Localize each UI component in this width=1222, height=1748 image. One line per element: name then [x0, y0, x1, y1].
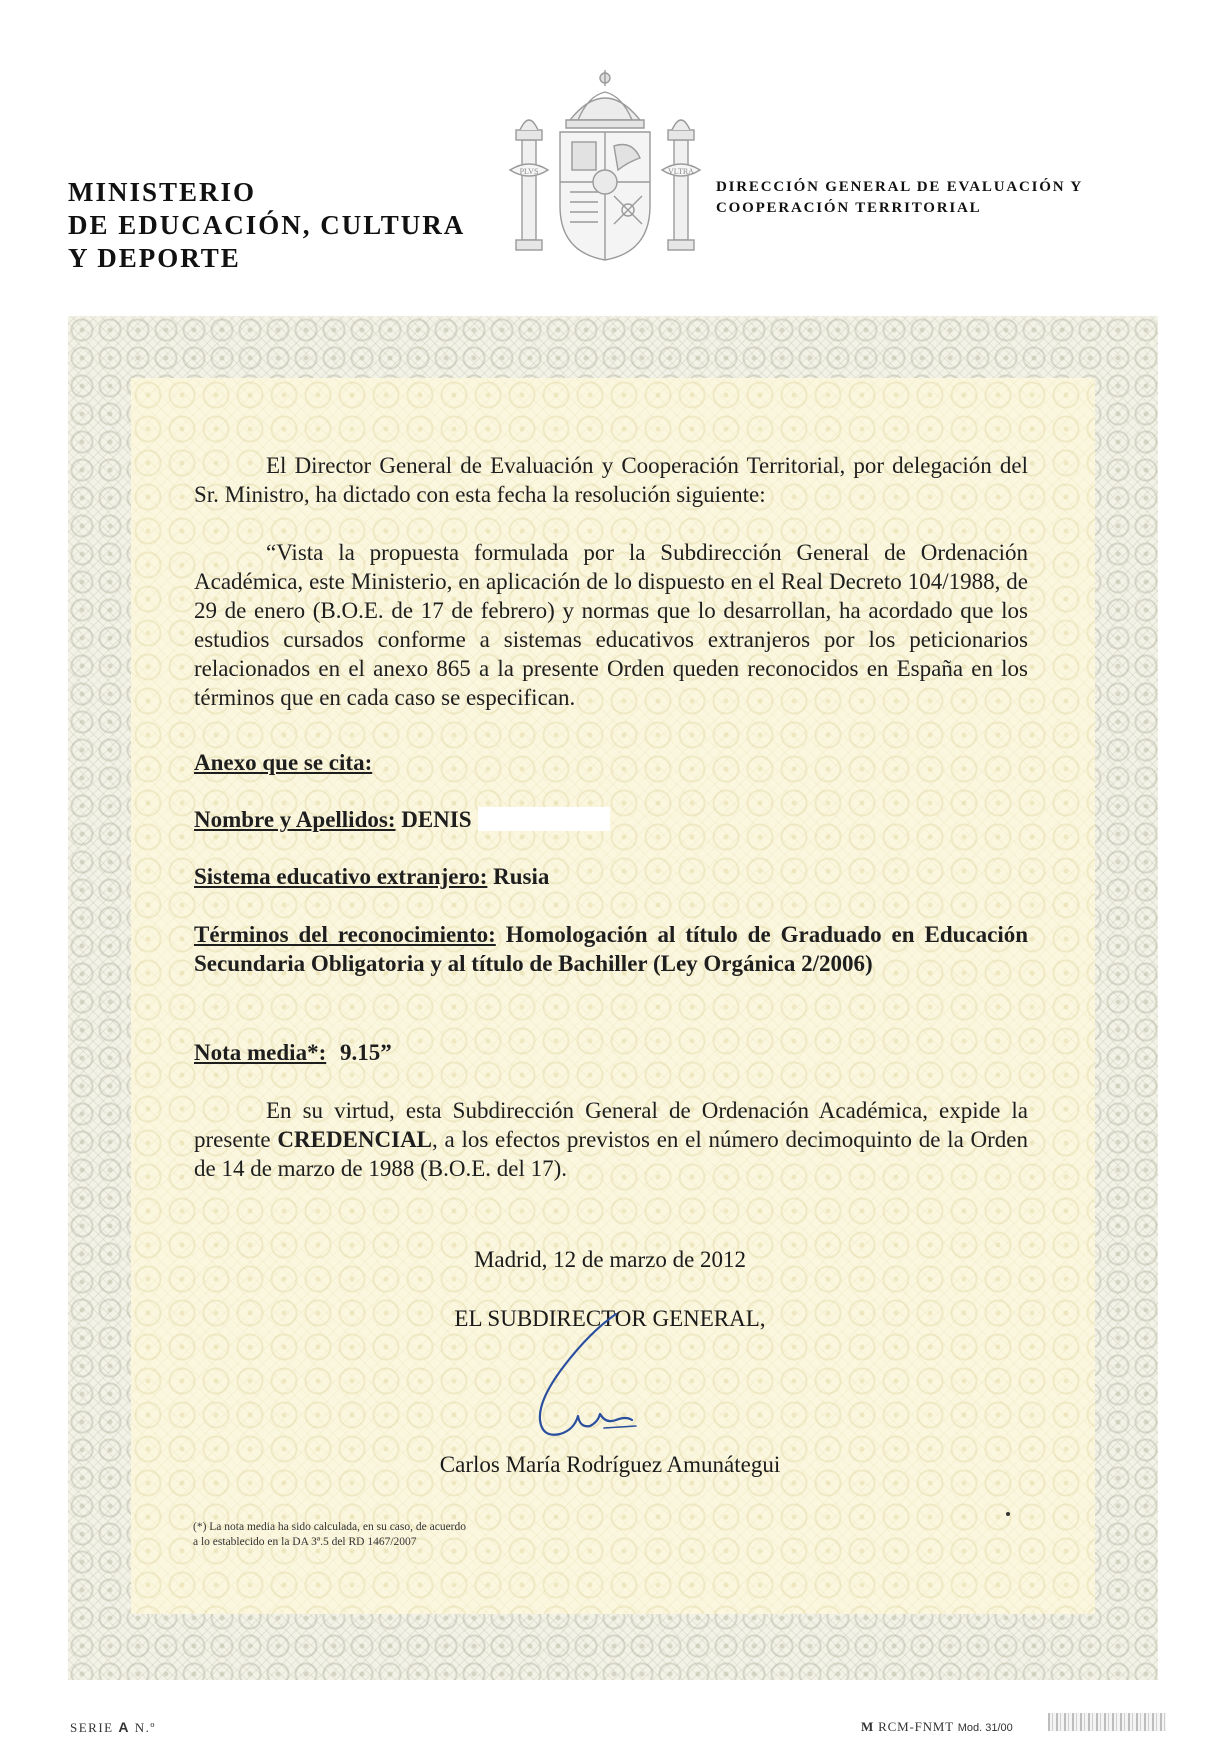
grade-label: Nota media*: — [194, 1040, 327, 1065]
coat-of-arms-icon — [508, 66, 702, 266]
system-value: Rusia — [493, 864, 550, 889]
footnote-line-2: a lo establecido en la DA 3ª.5 del RD 1467/2007 — [193, 1536, 417, 1548]
direccion-line-1: DIRECCIÓN GENERAL DE EVALUACIÓN Y — [716, 179, 1083, 195]
ministry-line-3: Y DEPORTE — [68, 243, 241, 273]
ministry-line-1: MINISTERIO — [68, 177, 257, 207]
direccion-line-2: COOPERACIÓN TERRITORIAL — [716, 200, 982, 216]
annex-heading-row — [194, 748, 1028, 777]
mint-imprint — [861, 1719, 1013, 1735]
credencial-word: CREDENCIAL — [277, 1127, 433, 1152]
direccion-general — [716, 177, 1083, 219]
closing-paragraph — [194, 1096, 1028, 1183]
handwritten-signature — [494, 1296, 644, 1446]
ink-dot — [1006, 1512, 1010, 1516]
serie-letter: A — [118, 1719, 130, 1735]
footnote — [193, 1520, 466, 1550]
terms-row — [194, 920, 1028, 978]
serial-barcode — [1048, 1713, 1166, 1731]
place-date: Madrid, 12 de marzo de 2012 — [473, 1247, 747, 1272]
grade-value: 9.15” — [339, 1040, 392, 1065]
crest-ribbon-left: PLVS — [519, 167, 539, 176]
terms-label: Términos del reconocimiento: — [194, 922, 496, 947]
serie-no-label: N.º — [134, 1720, 156, 1735]
serie-number — [70, 1719, 156, 1736]
signatory-title: EL SUBDIRECTOR GENERAL, — [454, 1306, 766, 1331]
closing-text-before: En su virtud, esta Subdirección General de Ordenación Académica, expide la presente — [194, 1098, 1028, 1152]
footnote-line-1: (*) La nota media ha sido calculada, en su caso, de acuerdo — [193, 1521, 467, 1533]
signatory-name: Carlos María Rodríguez Amunátegui — [439, 1452, 781, 1477]
system-row — [194, 862, 1028, 891]
serie-label: SERIE — [70, 1720, 114, 1735]
ministry-name — [68, 176, 465, 275]
terms-value: Homologación al título de Graduado en Educación Secundaria Obligatoria y al título de Bachiller (Ley Orgánica 2/2006) — [194, 922, 1029, 976]
closing-text-after: , a los efectos previstos en el número decimoquinto de la Orden de 14 de marzo de 1988 (B.O.E. del 17). — [194, 1127, 1028, 1181]
system-label: Sistema educativo extranjero: — [194, 864, 488, 889]
resolution-paragraph: “Vista la propuesta formulada por la Subdirección General de Ordenación Académica, este Ministerio, en aplicación de lo dispuesto en el Real Decreto 104/1988, de 29 de enero (B.O.E. de 17 de febrero) y normas que lo desarrollan, ha acordado que los estudios cursados conforme a sistemas educativos extranjeros por los peticionarios relacionados en el anexo 865 a la presente Orden queden reconocidos en España en los términos que en cada caso se especifican. — [194, 540, 1028, 710]
mint-model: Mod. 31/00 — [957, 1722, 1013, 1734]
name-value: DENIS — [401, 807, 472, 832]
name-label: Nombre y Apellidos: — [194, 807, 396, 832]
annex-heading: Anexo que se cita: — [194, 750, 373, 775]
name-row — [194, 805, 1028, 834]
ministry-line-2: DE EDUCACIÓN, CULTURA — [68, 210, 466, 240]
mint-logo-icon: M — [861, 1719, 875, 1734]
intro-paragraph: El Director General de Evaluación y Cooperación Territorial, por delegación del Sr. Ministro, ha dictado con esta fecha la resolución siguiente: — [194, 453, 1028, 507]
crest-ribbon-right: VLTRA — [668, 167, 694, 176]
grade-row — [194, 1038, 1028, 1067]
redaction-box — [478, 807, 610, 831]
mint-code: RCM-FNMT — [878, 1719, 954, 1734]
